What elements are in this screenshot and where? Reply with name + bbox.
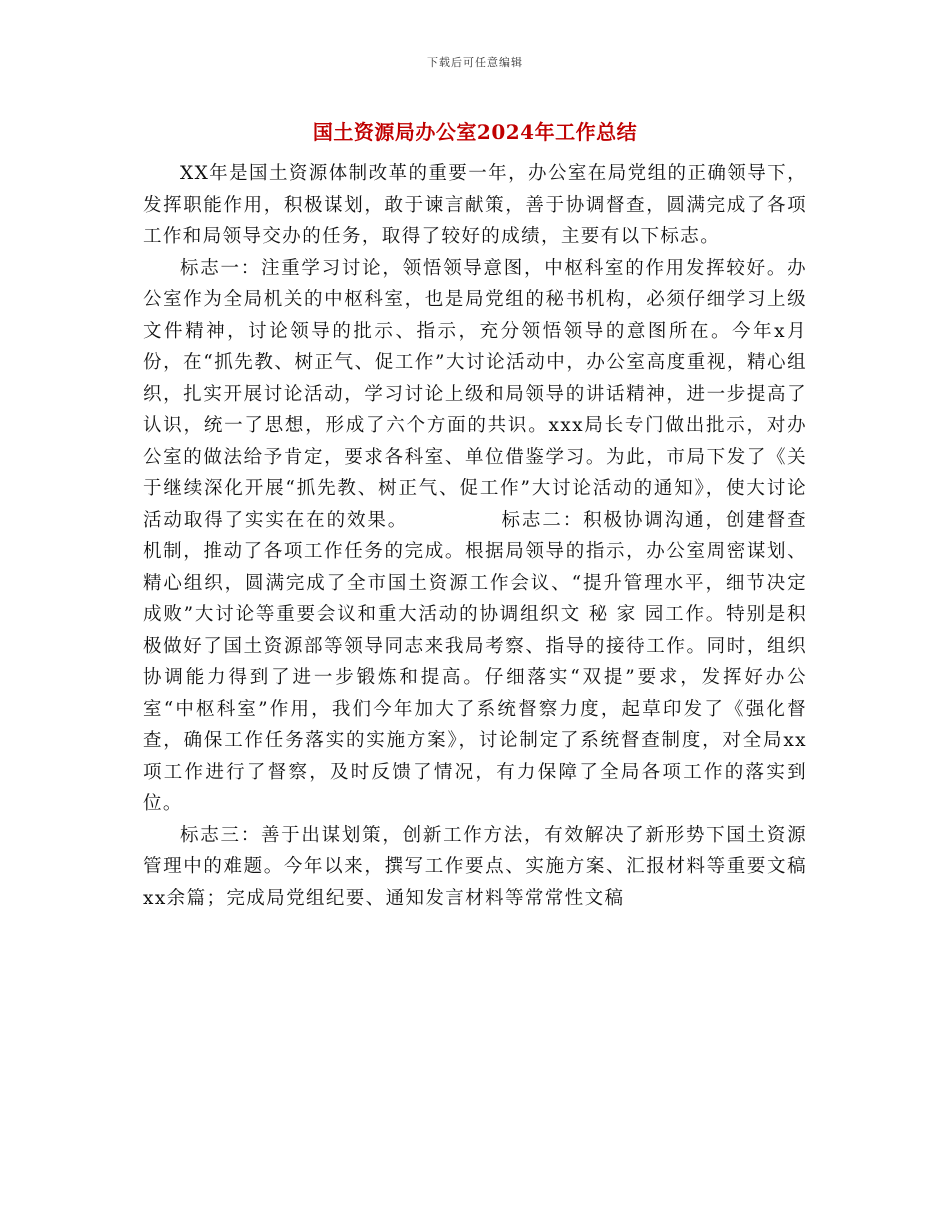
document-title: 国土资源局办公室2024年工作总结 — [312, 120, 638, 144]
paragraph-marks-one-two: 标志一：注重学习讨论，领悟领导意图，中枢科室的作用发挥较好。办公室作为全局机关的中枢科室，也是局党组的秘书机构，必须仔细学习上级文件精神，讨论领导的批示、指示，充分领悟领导的意图所在。今年x月份，在“抓先教、树正气、促工作”大讨论活动中，办公室高度重视，精心组织，扎实开展讨论活动，学习讨论上级和局领导的讲话精神，进一步提高了认识，统一了思想，形成了六个方面的共识。xxx局长专门做出批示，对办公室的做法给予肯定，要求各科室、单位借鉴学习。为此，市局下发了《关于继续深化开展“抓先教、树正气、促工作”大讨论活动的通知》，使大讨论活动取得了实实在在的效果。 标志二：积极协调沟通，创建督查机制，推动了各项工作任务的完成。根据局领导的指示，办公室周密谋划、精心组织，圆满完成了全市国土资源工作会议、“提升管理水平，细节决定成败”大讨论等重要会议和重大活动的协调组织文 秘 家 园工作。特别是积极做好了国土资源部等领导同志来我局考察、指导的接待工作。同时，组织协调能力得到了进一步锻炼和提高。仔细落实“双提”要求，发挥好办公室“中枢科室”作用，我们今年加大了系统督察力度，起草印发了《强化督查，确保工作任务落实的实施方案》，讨论制定了系统督查制度，对全局xx项工作进行了督察，及时反馈了情况，有力保障了全局各项工作的落实到位。 — [143, 257, 807, 814]
paragraph-intro: XX年是国土资源体制改革的重要一年，办公室在局党组的正确领导下，发挥职能作用，积极谋划，敢于谏言献策，善于协调督查，圆满完成了各项工作和局领导交办的任务，取得了较好的成绩，主要有以下标志。 — [143, 163, 807, 247]
header-note: 下载后可任意编辑 — [427, 56, 523, 69]
paragraph-mark-three: 标志三：善于出谋划策，创新工作方法，有效解决了新形势下国土资源管理中的难题。今年以来，撰写工作要点、实施方案、汇报材料等重要文稿xx余篇；完成局党组纪要、通知发言材料等常常性文稿 — [143, 824, 807, 909]
document-body — [143, 158, 807, 914]
